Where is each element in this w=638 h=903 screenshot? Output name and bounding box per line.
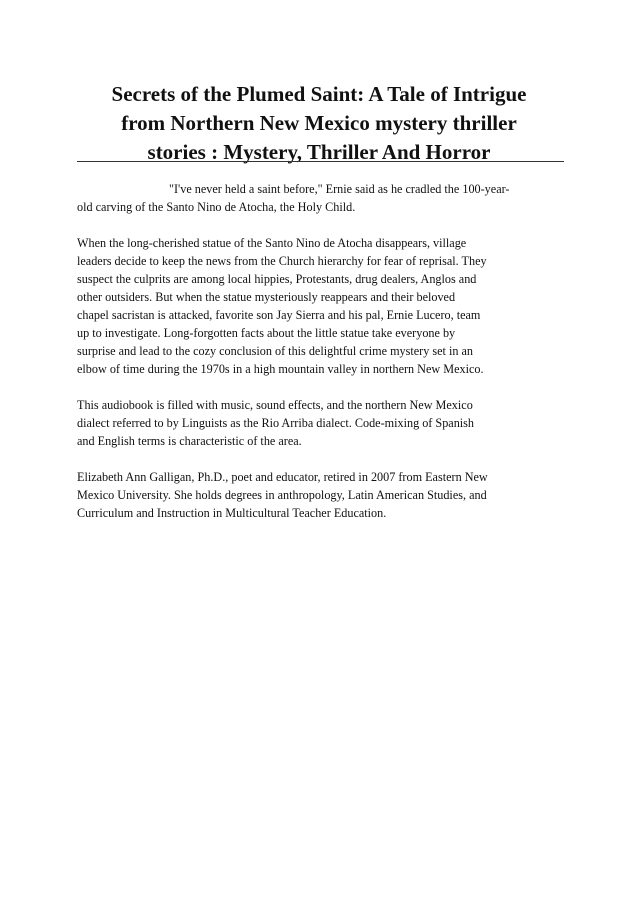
paragraph-author [77,468,567,522]
text-line: elbow of time during the 1970s in a high mountain valley in northern New Mexico. [77,362,484,376]
text-line: dialect referred to by Linguists as the Rio Arriba dialect. Code-mixing of Spanish [77,416,475,430]
text-line: other outsiders. But when the statue mysteriously reappears and their beloved [77,290,456,304]
document-body [77,180,567,540]
text-line: "I've never held a saint before," Ernie said as he cradled the 100-year- [169,182,510,196]
title-line: stories : Mystery, Thriller And Horror [147,140,491,164]
text-line: and English terms is characteristic of the area. [77,434,302,448]
paragraph-audiobook [77,396,567,450]
text-line: leaders decide to keep the news from the Church hierarchy for fear of reprisal. They [77,254,487,268]
title-line: Secrets of the Plumed Saint: A Tale of Intrigue [111,82,527,106]
text-line: Mexico University. She holds degrees in anthropology, Latin American Studies, and [77,488,487,502]
title-divider [77,161,564,162]
text-line: suspect the culprits are among local hippies, Protestants, drug dealers, Anglos and [77,272,477,286]
paragraph-quote [77,180,567,216]
text-line: old carving of the Santo Nino de Atocha, the Holy Child. [77,200,356,214]
title-line: from Northern New Mexico mystery thriller [121,111,517,135]
text-line: Curriculum and Instruction in Multicultural Teacher Education. [77,506,387,520]
text-line: This audiobook is filled with music, sound effects, and the northern New Mexico [77,398,473,412]
text-line: chapel sacristan is attacked, favorite son Jay Sierra and his pal, Ernie Lucero, team [77,308,481,322]
document-title [70,80,568,167]
text-line: up to investigate. Long-forgotten facts about the little statue take everyone by [77,326,456,340]
paragraph-synopsis [77,234,567,378]
text-line: Elizabeth Ann Galligan, Ph.D., poet and educator, retired in 2007 from Eastern New [77,470,488,484]
text-line: surprise and lead to the cozy conclusion of this delightful crime mystery set in an [77,344,473,358]
text-line: When the long-cherished statue of the Santo Nino de Atocha disappears, village [77,236,467,250]
